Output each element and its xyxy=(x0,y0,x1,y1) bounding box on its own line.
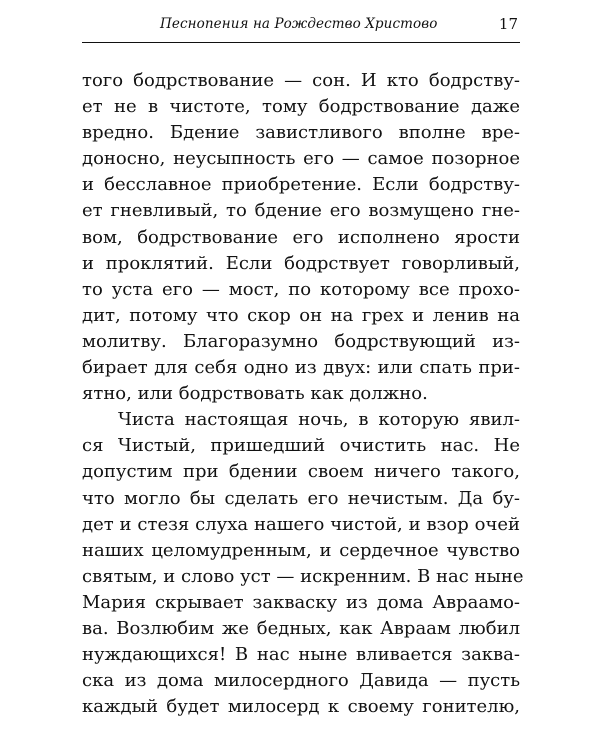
text-line: что могло бы сделать его нечистым. Да бу- xyxy=(82,487,520,509)
page-number: 17 xyxy=(498,15,518,33)
text-line: ва. Возлюбим же бедных, как Авраам любил xyxy=(82,617,520,639)
running-title: Песнопения на Рождество Христово xyxy=(160,16,438,32)
text-line: доносно, неусыпность его — самое позорное xyxy=(82,148,520,170)
text-line: каждый будет милосерд к своему гонителю, xyxy=(82,696,520,718)
text-line: допустим при бдении своем ничего такого, xyxy=(82,461,520,483)
body-text xyxy=(82,68,524,720)
text-line: святым, и слово уст — искренним. В нас ныне xyxy=(82,565,524,587)
text-line: дет и стезя слуха нашего чистой, и взор очей xyxy=(82,513,520,535)
text-line: ет гневливый, то бдение его возмущено гне- xyxy=(82,200,520,222)
text-line: нуждающихся! В нас ныне вливается заква- xyxy=(82,644,520,666)
running-header xyxy=(82,14,520,43)
text-line: Чиста настоящая ночь, в которую явил- xyxy=(118,409,520,431)
text-line: дит, потому что скор он на грех и ленив на xyxy=(82,304,520,326)
text-line: ятно, или бодрствовать как должно. xyxy=(82,383,428,405)
text-line: ска из дома милосердного Давида — пусть xyxy=(82,670,520,692)
text-line: того бодрствование — сон. И кто бодрству- xyxy=(82,70,520,91)
text-line: бирает для себя одно из двух: или спать при- xyxy=(82,357,520,379)
text-line: молитву. Благоразумно бодрствующий из- xyxy=(82,330,520,352)
text-line: ся Чистый, пришедший очистить нас. Не xyxy=(82,435,520,457)
text-line: наших целомудренным, и сердечное чувство xyxy=(82,539,520,561)
text-line: и бесславное приобретение. Если бодрству- xyxy=(82,174,520,196)
text-line: вредно. Бдение завистливого вполне вре- xyxy=(82,122,520,144)
text-line: то уста его — мост, по которому все прохо- xyxy=(82,278,520,300)
text-line: и проклятий. Если бодрствует говорливый, xyxy=(82,252,520,274)
text-line: вом, бодрствование его исполнено ярости xyxy=(82,226,520,248)
text-line: ет не в чистоте, тому бодрствование даже xyxy=(82,96,520,118)
text-line: Мария скрывает закваску из дома Авраамо- xyxy=(82,591,520,613)
